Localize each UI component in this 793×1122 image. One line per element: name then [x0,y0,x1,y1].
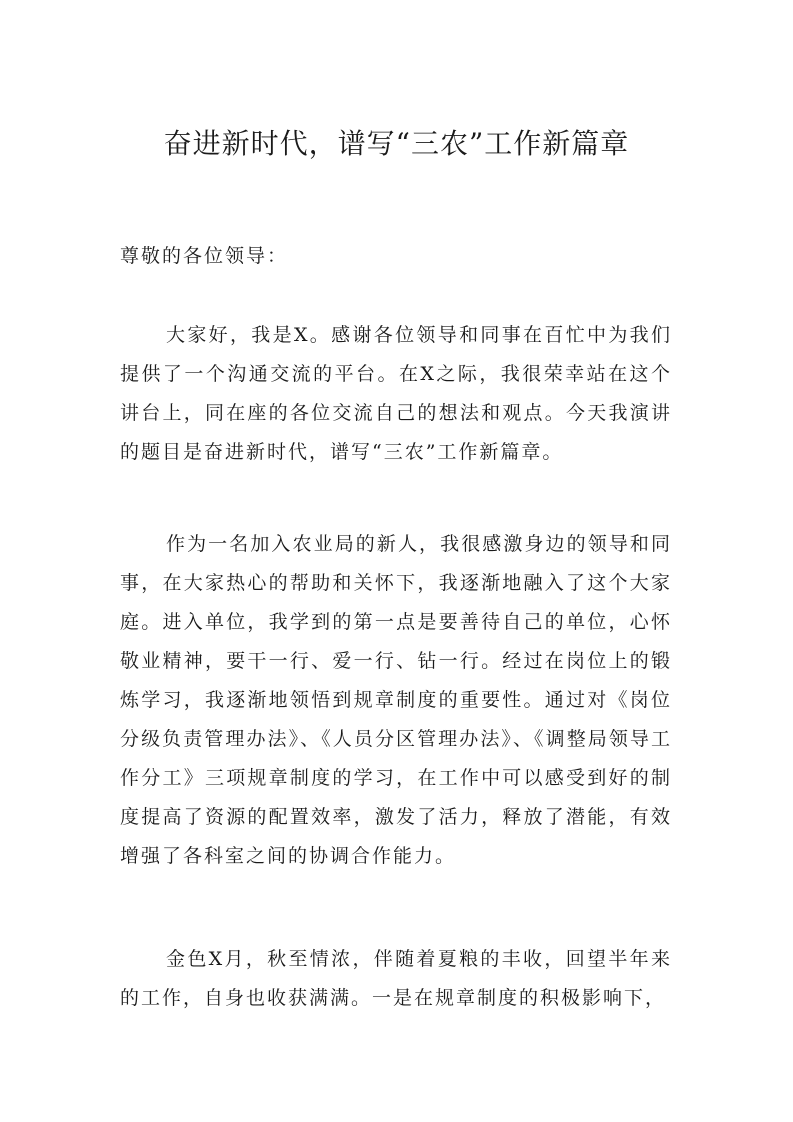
salutation: 尊敬的各位领导： [120,245,289,267]
paragraph-2: 作为一名加入农业局的新人，我很感激身边的领导和同事，在大家热心的帮助和关怀下，我逐渐地融入了这个大家庭。进入单位，我学到的第一点是要善待自己的单位，心怀敬业精神，要干一行、爱一行、钻一行。经过在岗位上的锻炼学习，我逐渐地领悟到规章制度的重要性。通过对《岗位分级负责管理办法》、《人员分区管理办法》、《调整局领导工作分工》三项规章制度的学习，在工作中可以感受到好的制度提高了资源的配置效率，激发了活力，释放了潜能，有效增强了各科室之间的协调合作能力。 [120,533,672,867]
document-title: 奋进新时代，谱写“三农”工作新篇章 [163,127,630,160]
paragraph-1: 大家好，我是X。感谢各位领导和同事在百忙中为我们提供了一个沟通交流的平台。在X之际，我很荣幸站在这个讲台上，同在座的各位交流自己的想法和观点。今天我演讲的题目是奋进新时代，谱写“三农”工作新篇章。 [120,324,672,463]
paragraph-3: 金色X月，秋至情浓，伴随着夏粮的丰收，回望半年来的工作，自身也收获满满。一是在规章制度的积极影响下， [120,948,672,1009]
